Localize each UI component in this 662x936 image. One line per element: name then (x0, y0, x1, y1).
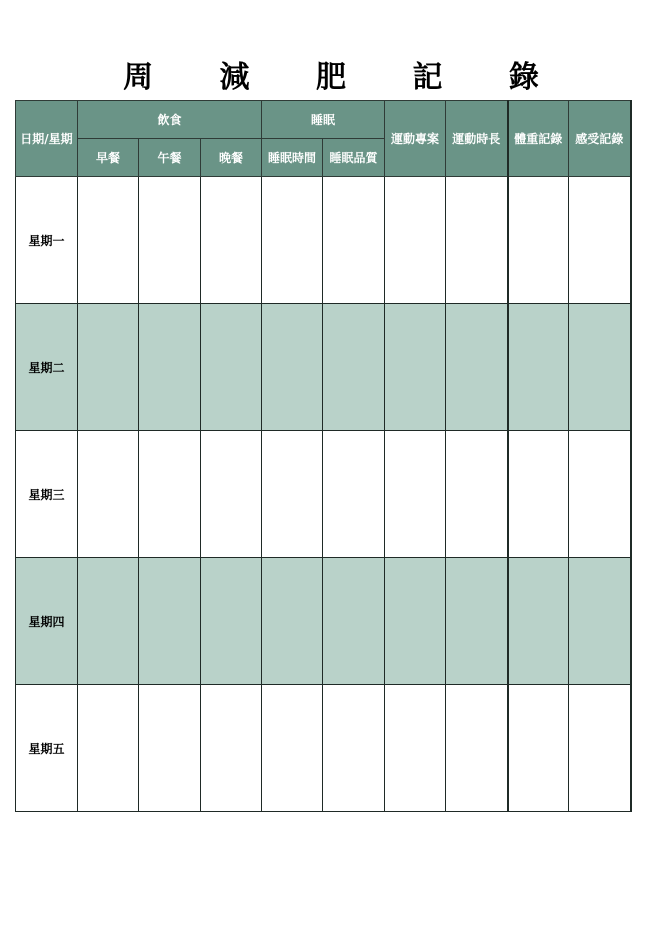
dinner-cell[interactable] (201, 177, 262, 304)
exercise-time-cell[interactable] (446, 431, 508, 558)
header-exercise-plan: 運動專案 (385, 101, 446, 177)
sleep-quality-cell[interactable] (323, 558, 385, 685)
exercise-plan-cell[interactable] (385, 558, 446, 685)
breakfast-cell[interactable] (78, 558, 139, 685)
table-row (16, 558, 631, 685)
header-exercise-time: 運動時長 (446, 101, 508, 177)
breakfast-cell[interactable] (78, 685, 139, 812)
dinner-cell[interactable] (201, 685, 262, 812)
breakfast-cell[interactable] (78, 304, 139, 431)
table-row (16, 304, 631, 431)
lunch-cell[interactable] (139, 304, 201, 431)
exercise-time-cell[interactable] (446, 558, 508, 685)
weight-cell[interactable] (508, 431, 569, 558)
weight-cell[interactable] (508, 304, 569, 431)
sleep-quality-cell[interactable] (323, 304, 385, 431)
table-row (16, 685, 631, 812)
exercise-time-cell[interactable] (446, 304, 508, 431)
weight-cell[interactable] (508, 558, 569, 685)
header-weight-record: 體重記錄 (508, 101, 569, 177)
sleep-time-cell[interactable] (262, 431, 323, 558)
header-sleep-quality: 睡眠品質 (323, 139, 385, 177)
page-title: 周 減 肥 記 錄 (123, 60, 567, 95)
header-lunch: 午餐 (139, 139, 201, 177)
header-sleep-time: 睡眠時間 (262, 139, 323, 177)
dinner-cell[interactable] (201, 558, 262, 685)
exercise-time-cell[interactable] (446, 685, 508, 812)
header-sleep-group: 睡眠 (262, 101, 385, 139)
feeling-cell[interactable] (569, 177, 631, 304)
day-label: 星期五 (16, 685, 78, 812)
table-row (16, 431, 631, 558)
sleep-quality-cell[interactable] (323, 431, 385, 558)
sleep-time-cell[interactable] (262, 177, 323, 304)
feeling-cell[interactable] (569, 558, 631, 685)
breakfast-cell[interactable] (78, 177, 139, 304)
header-dinner: 晚餐 (201, 139, 262, 177)
day-label: 星期四 (16, 558, 78, 685)
lunch-cell[interactable] (139, 177, 201, 304)
table-row (16, 177, 631, 304)
lunch-cell[interactable] (139, 685, 201, 812)
header-date: 日期/星期 (16, 101, 78, 177)
feeling-cell[interactable] (569, 304, 631, 431)
header-diet-group: 飲食 (78, 101, 262, 139)
exercise-time-cell[interactable] (446, 177, 508, 304)
weight-cell[interactable] (508, 177, 569, 304)
exercise-plan-cell[interactable] (385, 431, 446, 558)
sleep-time-cell[interactable] (262, 558, 323, 685)
exercise-plan-cell[interactable] (385, 304, 446, 431)
sleep-time-cell[interactable] (262, 685, 323, 812)
day-label: 星期三 (16, 431, 78, 558)
day-label: 星期一 (16, 177, 78, 304)
feeling-cell[interactable] (569, 431, 631, 558)
lunch-cell[interactable] (139, 431, 201, 558)
sleep-time-cell[interactable] (262, 304, 323, 431)
lunch-cell[interactable] (139, 558, 201, 685)
weight-cell[interactable] (508, 685, 569, 812)
sleep-quality-cell[interactable] (323, 685, 385, 812)
exercise-plan-cell[interactable] (385, 177, 446, 304)
dinner-cell[interactable] (201, 304, 262, 431)
day-label: 星期二 (16, 304, 78, 431)
header-breakfast: 早餐 (78, 139, 139, 177)
feeling-cell[interactable] (569, 685, 631, 812)
sleep-quality-cell[interactable] (323, 177, 385, 304)
breakfast-cell[interactable] (78, 431, 139, 558)
exercise-plan-cell[interactable] (385, 685, 446, 812)
header-feeling-record: 感受記錄 (569, 101, 631, 177)
dinner-cell[interactable] (201, 431, 262, 558)
weight-loss-table (15, 100, 632, 812)
